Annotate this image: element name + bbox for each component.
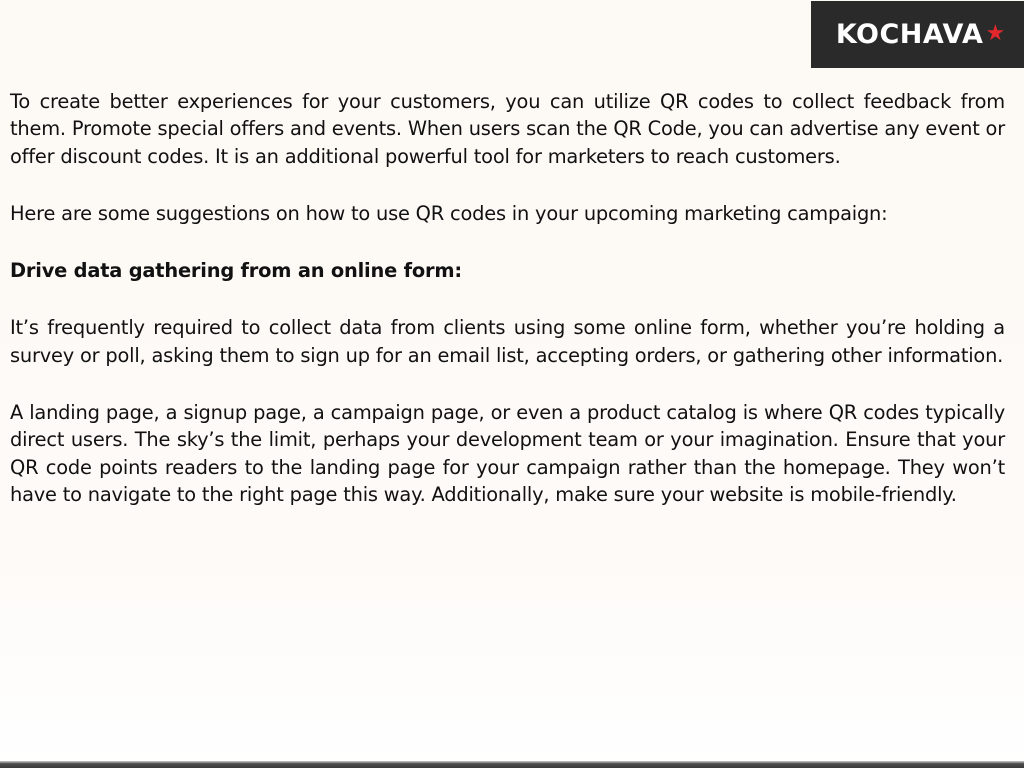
slide-content	[10, 88, 1005, 538]
section-heading: Drive data gathering from an online form:	[10, 259, 462, 283]
star-icon: ★	[985, 21, 1006, 46]
landing-page-paragraph: A landing page, a signup page, a campaign page, or even a product catalog is where QR codes typically direct users. The sky’s the limit, perhaps your development team or your imagination. Ensure that your QR code points readers to the landing page for your campaign rather than the homepage. They won’t have to navigate to the right page this way. Additionally, make sure your website is mobile-friendly.	[10, 401, 1005, 506]
logo-text: KOCHAVA	[835, 19, 984, 50]
kochava-logo	[811, 1, 1024, 68]
bottom-divider	[0, 761, 1024, 768]
suggestions-paragraph: Here are some suggestions on how to use QR codes in your upcoming marketing campaign:	[10, 201, 888, 225]
data-collection-paragraph: It’s frequently required to collect data from clients using some online form, whether you’re holding a survey or poll, asking them to sign up for an email list, accepting orders, or gathering other information.	[10, 316, 1005, 367]
intro-paragraph: To create better experiences for your customers, you can utilize QR codes to collect feedback from them. Promote special offers and events. When users scan the QR Code, you can advertise any event or offer discount codes. It is an additional powerful tool for marketers to reach customers.	[10, 90, 1005, 168]
